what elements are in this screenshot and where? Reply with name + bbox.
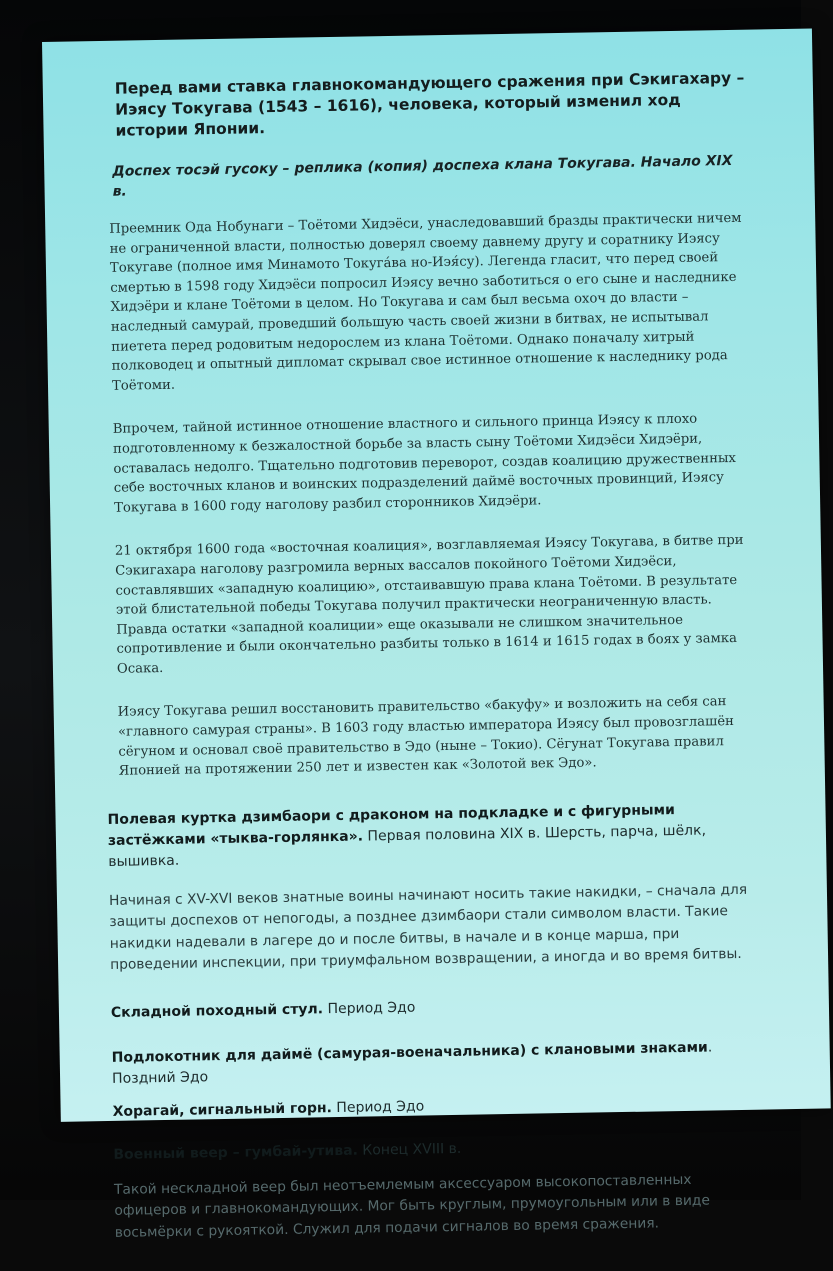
fan-description: Такой нескладной веер был неотъемлемым аксессуаром высокопоставленных офицеров и главнокомандующих. Мог быть круглым, прумоугольным или в виде восьмёрки с рукояткой. Служил для подачи сигналов во время сражения.	[113, 1171, 711, 1241]
fan-title: Военный веер – гумбай-утива.	[113, 1142, 359, 1163]
armrest-title: Подлокотник для даймё (самурая-военачальника) с клановыми знаками	[111, 1039, 708, 1066]
stool-details: Период Эдо	[322, 999, 416, 1018]
exhibit-label-sheet	[42, 29, 831, 1241]
horn-caption	[113, 1090, 765, 1122]
paragraph-2: Впрочем, тайной истинное отношение властного и сильного принца Иэясу к плохо подготовленному к безжалостной борьбе за власть сыну Тоётоми Хидэёси Хидэёри, оставалась недолго. Тщательно подготовив переворот, создав коалицию дружественных себе восточных кланов и воинских подразделений даймё восточных провинций, Иэясу Токугава в 1600 году наголову разбил сторонников Хидэёри.	[112, 411, 737, 516]
armrest-caption	[112, 1036, 765, 1089]
jacket-details: Первая половина XIX в. Шерсть, парча, шёлк, вышивка.	[108, 822, 707, 870]
armrest-details: . Поздний Эдо	[111, 1039, 713, 1087]
headline: Перед вами ставка главнокомандующего сражения при Сэкигахару – Иэясу Токугава (1543 – 1616), человека, который изменил ход истории Японии.	[114, 68, 745, 140]
jacket-description: Начиная с XV-XVI веков знатные воины начинают носить такие накидки, – сначала для защиты доспехов от непогоды, а позднее дзимбаори стали символом власти. Такие накидки надевали в лагере до и после битвы, в начале и в конце марша, при проведении инспекции, при триумфальном возвращении, а иногда и во время битвы.	[108, 881, 748, 974]
horn-title: Хорагай, сигнальный горн.	[112, 1099, 333, 1120]
jacket-title: Полевая куртка дзимбаори с драконом на подкладке и с фигурными застёжками «тыква-горлянка».	[107, 801, 675, 849]
armor-subtitle: Доспех тосэй гусоку – реплика (копия) доспеха клана Токугава. Начало XIX в.	[112, 152, 733, 200]
fan-details: Конец XVIII в.	[357, 1140, 462, 1159]
stool-title: Складной походный стул.	[110, 1001, 324, 1021]
jacket-caption	[107, 798, 760, 872]
stool-caption	[111, 991, 763, 1023]
paragraph-4: Иэясу Токугава решил восстановить правительство «бакуфу» и возложить на себя сан «главного самурая страны». В 1603 году властью императора Иэясу был провозглашён сёгуном и основал своё правительство в Эдо (ныне – Токио). Сёгунат Токугава правил Японией на протяжении 250 лет и известен как «Золотой век Эдо».	[117, 694, 735, 780]
label-content	[107, 68, 768, 1270]
paragraph-1: Преемник Ода Нобунаги – Тоётоми Хидэёси, унаследовавший бразды практически ничем не ограниченной власти, полностью доверял своему давнему другу и соратнику Иэясу Токугаве (полное имя Минамото Токугáва но-Иэя́су). Легенда гласит, что перед своей смертью в 1598 году Хидэёси попросил Иэясу вечно заботиться о его сыне и наследнике Хидэёри и клане Тоётоми в целом. Но Токугава и сам был весьма охоч до власти – наследный самурай, проведший большую часть своей жизни в битвах, не испытывал пиетета перед родовитым недорослем из клана Тоётоми. Однако поначалу хитрый полководец и опытный дипломат скрывал свое истинное отношение к наследнику рода Тоётоми.	[109, 210, 742, 394]
fan-caption	[113, 1133, 765, 1165]
paragraph-3: 21 октября 1600 года «восточная коалиция», возглавляемая Иэясу Токугава, в битве при Сэкигахара наголову разгромила верных вассалов покойного Тоётоми Хидэёси, составлявших «западную коалицию», отстаивавшую права клана Тоётоми. В результате этой блистательной победы Токугава получил практически неограниченную власть. Правда остатки «западной коалиции» еще оказывали не слишком значительное сопротивление и были окончательно разбиты только в 1614 и 1615 годах в боях у замка Осака.	[114, 533, 744, 677]
horn-details: Период Эдо	[331, 1098, 425, 1116]
